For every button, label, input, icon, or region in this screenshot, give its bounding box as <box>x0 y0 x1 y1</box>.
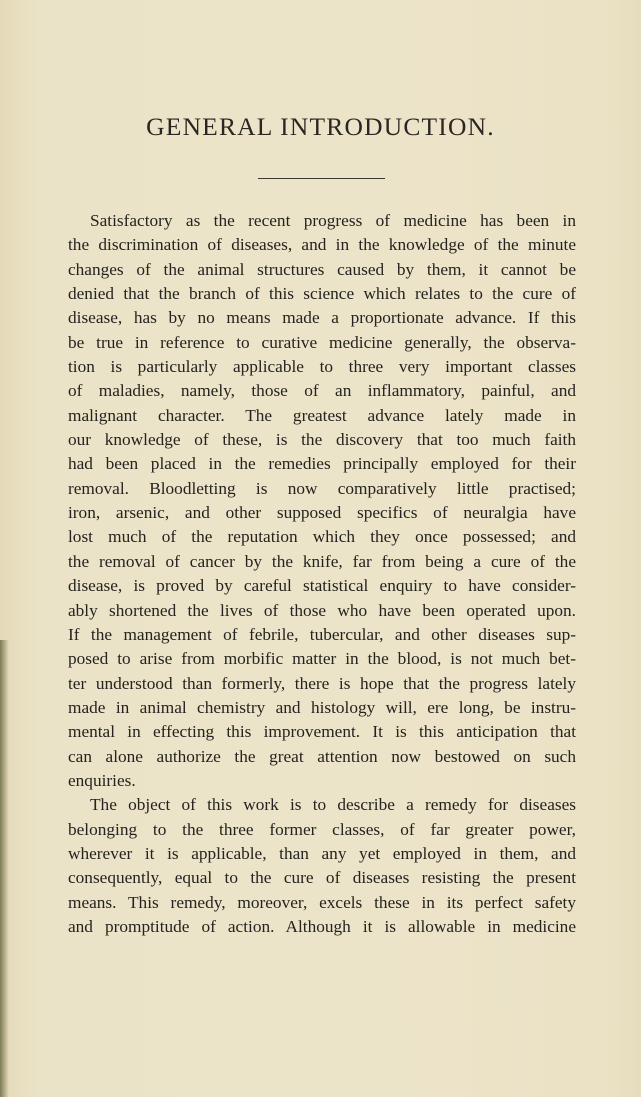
text-line: changes of the animal structures caused by them, it cannot be <box>68 259 576 279</box>
text-line: wherever it is applicable, than any yet employed in them, and <box>68 843 576 863</box>
text-line: disease, has by no means made a proportionate advance. If this <box>68 308 576 328</box>
text-line: consequently, equal to the cure of diseases resisting the present <box>68 868 576 888</box>
text-line: the removal of cancer by the knife, far from being a cure of the <box>68 551 576 571</box>
text-line: denied that the branch of this science which relates to the cure of <box>68 284 576 304</box>
binding-shadow <box>0 640 9 1097</box>
text-line: removal. Bloodletting is now comparatively little practised; <box>68 478 576 498</box>
text-line: tion is particularly applicable to three very important classes <box>68 357 576 377</box>
text-line: mental in effecting this improvement. It is this anticipation that <box>68 722 576 742</box>
text-line: lost much of the reputation which they once possessed; and <box>68 527 576 547</box>
text-line: posed to arise from morbific matter in the blood, is not much bet- <box>68 649 576 669</box>
text-line: ter understood than formerly, there is hope that the progress lately <box>68 673 576 693</box>
text-line: made in animal chemistry and histology will, ere long, be instru- <box>68 697 576 717</box>
body-text <box>68 209 576 939</box>
text-line: means. This remedy, moreover, excels these in its perfect safety <box>68 892 576 912</box>
page-heading: GENERAL INTRODUCTION. <box>146 112 495 141</box>
text-line: If the management of febrile, tubercular, and other diseases sup- <box>68 624 576 644</box>
heading-rule <box>258 178 385 179</box>
text-line: the discrimination of diseases, and in the knowledge of the minute <box>68 235 576 255</box>
text-line: belonging to the three former classes, of far greater power, <box>68 819 576 839</box>
text-line: and promptitude of action. Although it is allowable in medicine <box>68 916 576 936</box>
text-line: ably shortened the lives of those who have been operated upon. <box>68 600 576 620</box>
text-line: malignant character. The greatest advance lately made in <box>68 405 576 425</box>
text-line: our knowledge of these, is the discovery that too much faith <box>68 430 576 450</box>
text-line: of maladies, namely, those of an inflammatory, painful, and <box>68 381 576 401</box>
text-line: enquiries. <box>68 770 136 790</box>
text-line: disease, is proved by careful statistical enquiry to have consider- <box>68 576 576 596</box>
text-line: be true in reference to curative medicine generally, the observa- <box>68 332 576 352</box>
text-line: had been placed in the remedies principally employed for their <box>68 454 576 474</box>
text-line: Satisfactory as the recent progress of medicine has been in <box>90 211 576 230</box>
text-line: iron, arsenic, and other supposed specifics of neuralgia have <box>68 503 576 523</box>
text-line: can alone authorize the great attention now bestowed on such <box>68 746 576 766</box>
text-line: The object of this work is to describe a remedy for diseases <box>90 795 576 815</box>
